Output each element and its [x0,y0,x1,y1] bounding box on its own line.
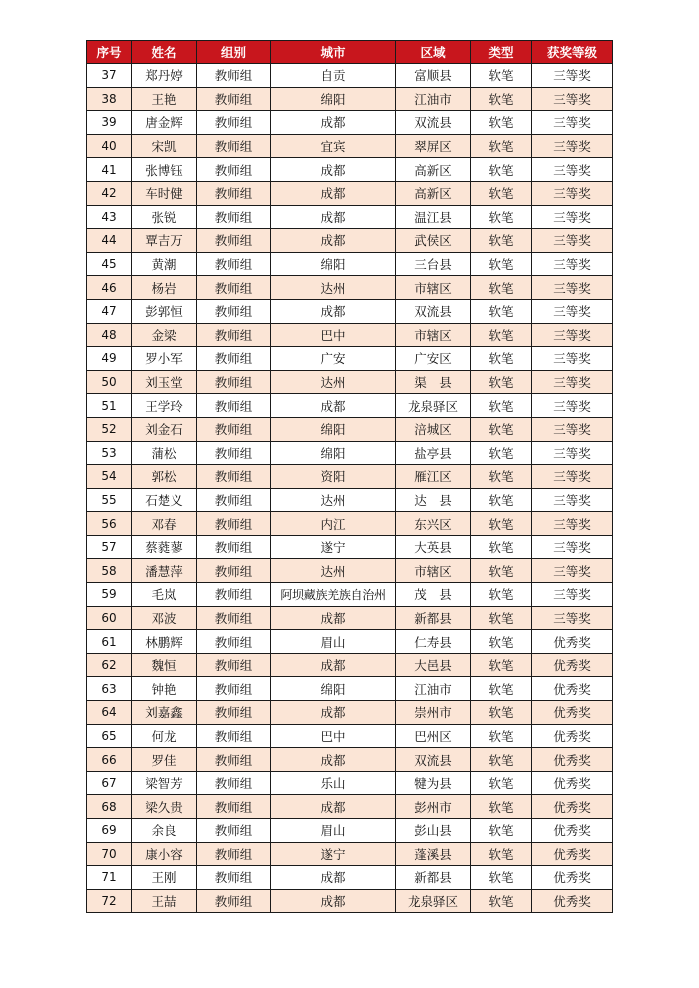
cell-type: 软笔 [471,299,532,323]
cell-award-level: 优秀奖 [532,819,613,843]
cell-number: 41 [87,158,132,182]
cell-type: 软笔 [471,748,532,772]
table-row [87,512,613,536]
cell-number: 56 [87,512,132,536]
header-type: 类型 [471,41,532,64]
cell-award-level: 三等奖 [532,229,613,253]
table-row [87,347,613,371]
cell-district: 翠屏区 [396,134,471,158]
cell-number: 64 [87,701,132,725]
table-row [87,724,613,748]
cell-number: 47 [87,299,132,323]
cell-type: 软笔 [471,701,532,725]
cell-award-level: 三等奖 [532,394,613,418]
header-district: 区域 [396,41,471,64]
cell-city: 绵阳 [271,87,396,111]
cell-award-level: 三等奖 [532,134,613,158]
cell-city: 成都 [271,299,396,323]
cell-group: 教师组 [197,889,271,913]
cell-name: 罗佳 [132,748,197,772]
cell-district: 新都县 [396,866,471,890]
cell-city: 成都 [271,701,396,725]
cell-group: 教师组 [197,583,271,607]
table-row [87,795,613,819]
cell-name: 张博钰 [132,158,197,182]
cell-district: 盐亭县 [396,441,471,465]
cell-name: 王学玲 [132,394,197,418]
cell-city: 成都 [271,606,396,630]
table-row [87,606,613,630]
cell-group: 教师组 [197,701,271,725]
cell-city: 遂宁 [271,535,396,559]
cell-award-level: 三等奖 [532,111,613,135]
cell-city: 成都 [271,181,396,205]
cell-type: 软笔 [471,465,532,489]
cell-number: 68 [87,795,132,819]
table-row [87,842,613,866]
table-row [87,252,613,276]
cell-award-level: 优秀奖 [532,724,613,748]
cell-name: 郑丹婷 [132,64,197,88]
cell-city: 自贡 [271,64,396,88]
cell-group: 教师组 [197,535,271,559]
cell-award-level: 三等奖 [532,299,613,323]
cell-district: 广安区 [396,347,471,371]
cell-name: 魏恒 [132,653,197,677]
cell-name: 康小容 [132,842,197,866]
cell-type: 软笔 [471,441,532,465]
cell-number: 72 [87,889,132,913]
cell-district: 雁江区 [396,465,471,489]
awards-table [86,40,613,913]
cell-name: 郭松 [132,465,197,489]
cell-number: 52 [87,417,132,441]
cell-name: 刘嘉鑫 [132,701,197,725]
cell-type: 软笔 [471,323,532,347]
cell-district: 茂 县 [396,583,471,607]
cell-number: 50 [87,370,132,394]
cell-city: 眉山 [271,819,396,843]
cell-name: 张锐 [132,205,197,229]
cell-group: 教师组 [197,252,271,276]
cell-name: 唐金辉 [132,111,197,135]
table-row [87,229,613,253]
table-row [87,134,613,158]
cell-number: 43 [87,205,132,229]
cell-group: 教师组 [197,677,271,701]
cell-type: 软笔 [471,889,532,913]
cell-city: 绵阳 [271,252,396,276]
cell-award-level: 三等奖 [532,252,613,276]
cell-district: 巴州区 [396,724,471,748]
cell-name: 黄潮 [132,252,197,276]
cell-group: 教师组 [197,795,271,819]
cell-district: 市辖区 [396,323,471,347]
cell-number: 39 [87,111,132,135]
cell-award-level: 优秀奖 [532,653,613,677]
cell-award-level: 三等奖 [532,276,613,300]
cell-number: 60 [87,606,132,630]
table-row [87,488,613,512]
cell-type: 软笔 [471,677,532,701]
cell-group: 教师组 [197,158,271,182]
cell-group: 教师组 [197,819,271,843]
cell-city: 资阳 [271,465,396,489]
cell-number: 37 [87,64,132,88]
cell-district: 龙泉驿区 [396,889,471,913]
cell-award-level: 三等奖 [532,583,613,607]
cell-city: 遂宁 [271,842,396,866]
cell-group: 教师组 [197,630,271,654]
cell-award-level: 三等奖 [532,417,613,441]
cell-name: 覃吉万 [132,229,197,253]
table-row [87,205,613,229]
cell-city: 成都 [271,111,396,135]
cell-group: 教师组 [197,370,271,394]
cell-city: 内江 [271,512,396,536]
cell-award-level: 三等奖 [532,181,613,205]
table-header [87,41,613,64]
cell-number: 53 [87,441,132,465]
cell-number: 42 [87,181,132,205]
cell-district: 彭州市 [396,795,471,819]
cell-number: 45 [87,252,132,276]
cell-district: 双流县 [396,748,471,772]
cell-name: 车时健 [132,181,197,205]
cell-award-level: 优秀奖 [532,748,613,772]
cell-city: 广安 [271,347,396,371]
cell-district: 市辖区 [396,559,471,583]
cell-award-level: 三等奖 [532,370,613,394]
cell-city: 成都 [271,229,396,253]
cell-name: 蔡蕤蓼 [132,535,197,559]
cell-type: 软笔 [471,724,532,748]
cell-award-level: 三等奖 [532,64,613,88]
cell-city: 成都 [271,394,396,418]
cell-group: 教师组 [197,229,271,253]
table-row [87,653,613,677]
header-number: 序号 [87,41,132,64]
cell-city: 成都 [271,205,396,229]
cell-district: 高新区 [396,181,471,205]
cell-group: 教师组 [197,748,271,772]
cell-city: 绵阳 [271,677,396,701]
cell-type: 软笔 [471,252,532,276]
header-group: 组别 [197,41,271,64]
cell-type: 软笔 [471,559,532,583]
table-body [87,64,613,913]
table-row [87,819,613,843]
cell-award-level: 三等奖 [532,559,613,583]
cell-name: 王喆 [132,889,197,913]
table-row [87,158,613,182]
cell-award-level: 优秀奖 [532,842,613,866]
cell-type: 软笔 [471,630,532,654]
cell-city: 阿坝藏族羌族自治州 [271,583,396,607]
table-row [87,299,613,323]
cell-type: 软笔 [471,795,532,819]
cell-name: 毛岚 [132,583,197,607]
cell-award-level: 优秀奖 [532,889,613,913]
cell-number: 67 [87,771,132,795]
cell-type: 软笔 [471,583,532,607]
cell-name: 何龙 [132,724,197,748]
cell-city: 达州 [271,488,396,512]
cell-type: 软笔 [471,134,532,158]
cell-number: 55 [87,488,132,512]
cell-district: 武侯区 [396,229,471,253]
table-row [87,394,613,418]
cell-award-level: 优秀奖 [532,866,613,890]
table-row [87,748,613,772]
cell-name: 罗小军 [132,347,197,371]
cell-district: 温江县 [396,205,471,229]
cell-name: 邓春 [132,512,197,536]
cell-number: 49 [87,347,132,371]
cell-district: 涪城区 [396,417,471,441]
cell-name: 林鹏辉 [132,630,197,654]
cell-city: 成都 [271,748,396,772]
header-row [87,41,613,64]
cell-group: 教师组 [197,417,271,441]
cell-name: 蒲松 [132,441,197,465]
table-row [87,866,613,890]
header-award-level: 获奖等级 [532,41,613,64]
cell-type: 软笔 [471,64,532,88]
cell-name: 宋凯 [132,134,197,158]
cell-award-level: 三等奖 [532,606,613,630]
table-row [87,465,613,489]
cell-group: 教师组 [197,724,271,748]
cell-award-level: 三等奖 [532,535,613,559]
cell-group: 教师组 [197,842,271,866]
cell-group: 教师组 [197,512,271,536]
cell-number: 38 [87,87,132,111]
cell-name: 彭郭恒 [132,299,197,323]
cell-type: 软笔 [471,181,532,205]
cell-city: 绵阳 [271,417,396,441]
cell-group: 教师组 [197,64,271,88]
cell-district: 双流县 [396,299,471,323]
cell-name: 王艳 [132,87,197,111]
cell-city: 绵阳 [271,441,396,465]
table-row [87,535,613,559]
cell-type: 软笔 [471,488,532,512]
cell-district: 龙泉驿区 [396,394,471,418]
table-row [87,181,613,205]
cell-district: 三台县 [396,252,471,276]
cell-district: 彭山县 [396,819,471,843]
cell-type: 软笔 [471,819,532,843]
cell-award-level: 三等奖 [532,465,613,489]
cell-number: 48 [87,323,132,347]
table-row [87,64,613,88]
cell-type: 软笔 [471,87,532,111]
table-row [87,87,613,111]
cell-group: 教师组 [197,347,271,371]
cell-type: 软笔 [471,535,532,559]
cell-group: 教师组 [197,299,271,323]
cell-city: 巴中 [271,724,396,748]
cell-city: 眉山 [271,630,396,654]
cell-number: 44 [87,229,132,253]
cell-name: 梁智芳 [132,771,197,795]
cell-type: 软笔 [471,158,532,182]
cell-award-level: 优秀奖 [532,795,613,819]
cell-district: 富顺县 [396,64,471,88]
cell-number: 62 [87,653,132,677]
cell-city: 达州 [271,276,396,300]
cell-district: 渠 县 [396,370,471,394]
table-row [87,559,613,583]
cell-award-level: 三等奖 [532,512,613,536]
cell-number: 51 [87,394,132,418]
cell-type: 软笔 [471,771,532,795]
cell-district: 高新区 [396,158,471,182]
cell-name: 王刚 [132,866,197,890]
cell-group: 教师组 [197,441,271,465]
cell-group: 教师组 [197,205,271,229]
cell-name: 刘玉堂 [132,370,197,394]
cell-number: 58 [87,559,132,583]
cell-group: 教师组 [197,87,271,111]
table-row [87,583,613,607]
cell-group: 教师组 [197,276,271,300]
cell-group: 教师组 [197,866,271,890]
cell-type: 软笔 [471,347,532,371]
cell-award-level: 三等奖 [532,441,613,465]
table-row [87,323,613,347]
cell-city: 成都 [271,889,396,913]
table-row [87,111,613,135]
cell-name: 杨岩 [132,276,197,300]
cell-number: 61 [87,630,132,654]
cell-group: 教师组 [197,181,271,205]
cell-award-level: 三等奖 [532,347,613,371]
cell-district: 仁寿县 [396,630,471,654]
cell-number: 65 [87,724,132,748]
table-row [87,677,613,701]
cell-city: 达州 [271,559,396,583]
cell-district: 大英县 [396,535,471,559]
cell-district: 犍为县 [396,771,471,795]
cell-district: 蓬溪县 [396,842,471,866]
cell-type: 软笔 [471,512,532,536]
cell-name: 邓波 [132,606,197,630]
cell-group: 教师组 [197,488,271,512]
cell-number: 59 [87,583,132,607]
table-row [87,441,613,465]
cell-district: 达 县 [396,488,471,512]
cell-district: 东兴区 [396,512,471,536]
cell-type: 软笔 [471,606,532,630]
table-row [87,889,613,913]
cell-city: 成都 [271,653,396,677]
table-row [87,370,613,394]
cell-group: 教师组 [197,111,271,135]
cell-type: 软笔 [471,842,532,866]
cell-name: 余良 [132,819,197,843]
cell-city: 乐山 [271,771,396,795]
cell-name: 金梁 [132,323,197,347]
cell-award-level: 三等奖 [532,323,613,347]
cell-district: 江油市 [396,87,471,111]
table-row [87,701,613,725]
cell-name: 钟艳 [132,677,197,701]
cell-district: 新都县 [396,606,471,630]
cell-type: 软笔 [471,205,532,229]
cell-type: 软笔 [471,111,532,135]
cell-award-level: 三等奖 [532,205,613,229]
cell-group: 教师组 [197,606,271,630]
cell-group: 教师组 [197,323,271,347]
cell-type: 软笔 [471,229,532,253]
cell-number: 46 [87,276,132,300]
cell-number: 54 [87,465,132,489]
cell-city: 达州 [271,370,396,394]
cell-type: 软笔 [471,653,532,677]
cell-number: 70 [87,842,132,866]
cell-name: 刘金石 [132,417,197,441]
cell-city: 成都 [271,866,396,890]
cell-group: 教师组 [197,394,271,418]
cell-award-level: 三等奖 [532,87,613,111]
cell-number: 40 [87,134,132,158]
cell-award-level: 优秀奖 [532,677,613,701]
cell-city: 成都 [271,158,396,182]
cell-group: 教师组 [197,134,271,158]
cell-type: 软笔 [471,276,532,300]
cell-award-level: 三等奖 [532,158,613,182]
cell-city: 成都 [271,795,396,819]
cell-city: 巴中 [271,323,396,347]
header-city: 城市 [271,41,396,64]
cell-type: 软笔 [471,866,532,890]
cell-number: 71 [87,866,132,890]
cell-type: 软笔 [471,394,532,418]
cell-city: 宜宾 [271,134,396,158]
cell-district: 双流县 [396,111,471,135]
cell-group: 教师组 [197,653,271,677]
table-row [87,630,613,654]
cell-number: 63 [87,677,132,701]
cell-type: 软笔 [471,370,532,394]
table-row [87,417,613,441]
cell-award-level: 优秀奖 [532,701,613,725]
cell-number: 57 [87,535,132,559]
cell-group: 教师组 [197,559,271,583]
cell-award-level: 优秀奖 [532,630,613,654]
cell-district: 崇州市 [396,701,471,725]
cell-type: 软笔 [471,417,532,441]
table-row [87,276,613,300]
cell-group: 教师组 [197,465,271,489]
cell-district: 市辖区 [396,276,471,300]
cell-award-level: 优秀奖 [532,771,613,795]
cell-name: 潘慧萍 [132,559,197,583]
cell-award-level: 三等奖 [532,488,613,512]
cell-name: 石楚义 [132,488,197,512]
cell-name: 梁久贵 [132,795,197,819]
cell-group: 教师组 [197,771,271,795]
header-name: 姓名 [132,41,197,64]
cell-district: 江油市 [396,677,471,701]
table-row [87,771,613,795]
cell-number: 66 [87,748,132,772]
cell-number: 69 [87,819,132,843]
cell-district: 大邑县 [396,653,471,677]
